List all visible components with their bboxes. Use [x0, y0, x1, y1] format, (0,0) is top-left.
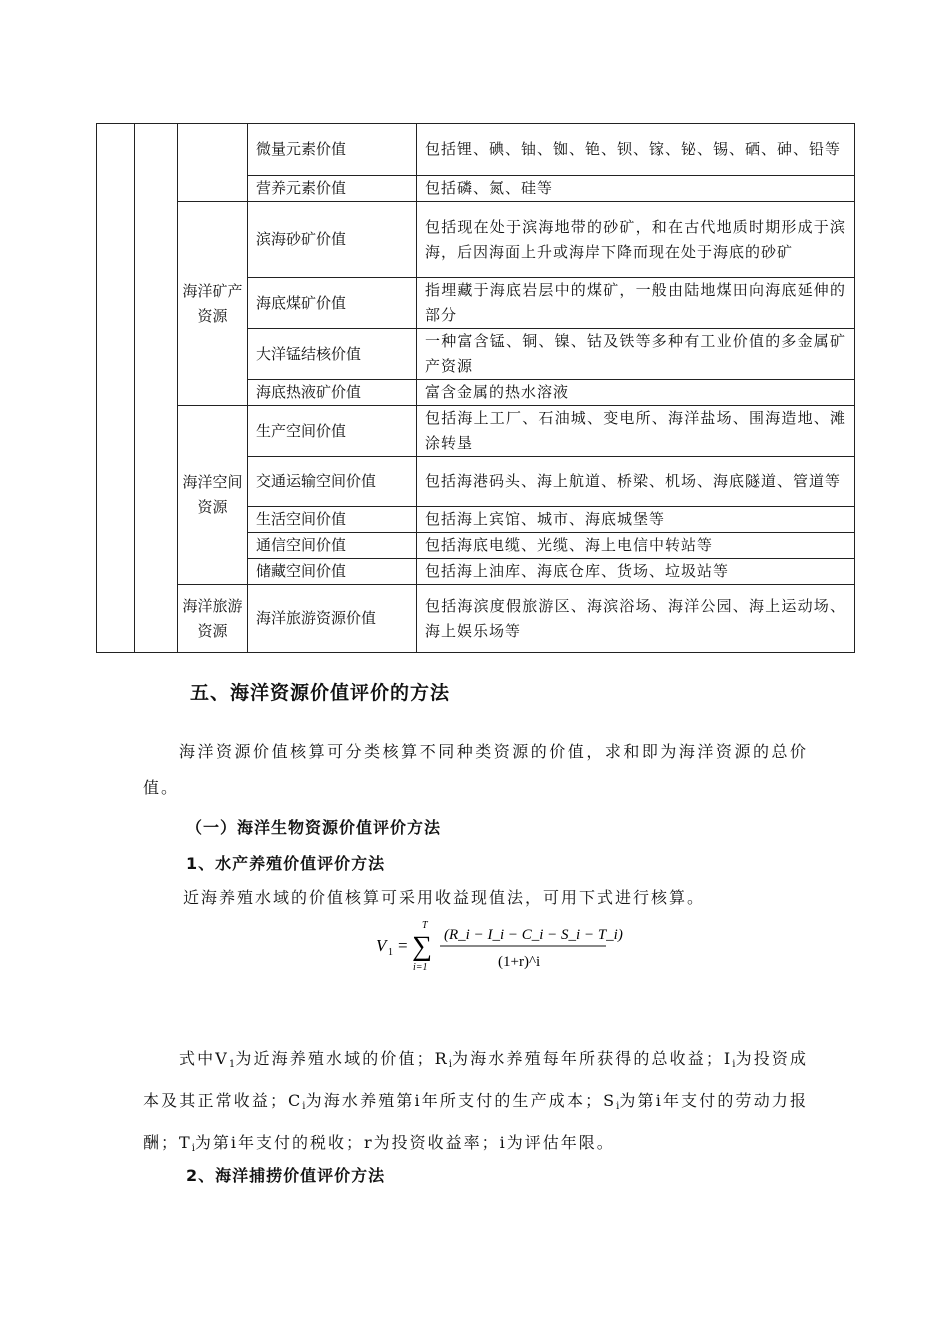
table-row — [97, 124, 855, 176]
desc-cell: 包括海港码头、海上航道、桥梁、机场、海底隧道、管道等 — [417, 457, 855, 507]
category-cell — [178, 124, 248, 202]
category-cell-tourism: 海洋旅游资源 — [178, 585, 248, 653]
item-cell: 通信空间价值 — [248, 533, 417, 559]
table-blank-col-2 — [135, 124, 178, 653]
desc-cell: 包括海上工厂、石油城、变电所、海洋盐场、围海造地、滩涂转垦 — [417, 406, 855, 457]
item-cell: 微量元素价值 — [248, 124, 417, 176]
table-row — [97, 202, 855, 278]
subsubsection-heading: 1、水产养殖价值评价方法 — [186, 854, 386, 873]
desc-cell: 包括锂、碘、铀、铷、铯、钡、镓、铋、锡、硒、砷、铅等 — [417, 124, 855, 176]
formula-equals: = — [398, 936, 408, 955]
formula-sigma: ∑ — [412, 931, 432, 962]
item-cell: 滨海砂矿价值 — [248, 202, 417, 278]
explain-subscript: i — [448, 1059, 452, 1070]
intro-paragraph: 海洋资源价值核算可分类核算不同种类资源的价值，求和即为海洋资源的总价值。 — [143, 742, 808, 797]
explain-text: 为近海养殖水域的价值；R — [235, 1049, 449, 1068]
formula-denominator: (1+r)^i — [498, 954, 541, 970]
formula-lhs: V — [376, 936, 387, 955]
item-cell: 海洋旅游资源价值 — [248, 585, 417, 653]
formula-lhs-sub: 1 — [388, 947, 393, 958]
explain-text: 为第i年支付的劳动力报酬；T — [143, 1091, 808, 1152]
item-cell: 营养元素价值 — [248, 176, 417, 202]
item-cell: 海底热液矿价值 — [248, 380, 417, 406]
item-cell: 储藏空间价值 — [248, 559, 417, 585]
subsection-heading: （一）海洋生物资源价值评价方法 — [186, 818, 442, 837]
desc-cell: 包括海底电缆、光缆、海上电信中转站等 — [417, 533, 855, 559]
explain-subscript: i — [302, 1101, 306, 1112]
desc-cell: 富含金属的热水溶液 — [417, 380, 855, 406]
explain-text: 式中V — [179, 1049, 229, 1068]
category-cell-space: 海洋空间资源 — [178, 406, 248, 585]
desc-cell: 一种富含锰、铜、镍、钴及铁等多种有工业价值的多金属矿产资源 — [417, 329, 855, 380]
explain-subscript: i — [191, 1143, 195, 1154]
present-value-formula — [374, 915, 634, 975]
item-cell: 生活空间价值 — [248, 507, 417, 533]
desc-cell: 包括海上油库、海底仓库、货场、垃圾站等 — [417, 559, 855, 585]
formula-explanation — [143, 1041, 808, 1167]
desc-cell: 包括海滨度假旅游区、海滨浴场、海洋公园、海上运动场、海上娱乐场等 — [417, 585, 855, 653]
subsubsection-heading-2: 2、海洋捕捞价值评价方法 — [186, 1166, 386, 1185]
category-cell-mineral: 海洋矿产资源 — [178, 202, 248, 406]
item-cell: 海底煤矿价值 — [248, 278, 417, 329]
formula-numerator: (R_i − I_i − C_i − S_i − T_i) — [444, 927, 623, 943]
table-row — [97, 406, 855, 457]
desc-cell: 包括海上宾馆、城市、海底城堡等 — [417, 507, 855, 533]
desc-cell: 包括磷、氮、硅等 — [417, 176, 855, 202]
table-blank-col-1 — [97, 124, 135, 653]
explain-text: 为第i年支付的税收；r为投资收益率；i为评估年限。 — [194, 1133, 615, 1152]
table-row — [97, 585, 855, 653]
explain-subscript: i — [732, 1059, 736, 1070]
resource-value-table — [96, 123, 855, 653]
explain-text: 为海水养殖每年所获得的总收益；I — [451, 1049, 733, 1068]
explain-text: 为海水养殖第i年所支付的生产成本；S — [305, 1091, 617, 1110]
formula-sum-bottom: i=1 — [413, 962, 428, 973]
method-paragraph: 近海养殖水域的价值核算可采用收益现值法，可用下式进行核算。 — [183, 888, 706, 907]
item-cell: 交通运输空间价值 — [248, 457, 417, 507]
item-cell: 大洋锰结核价值 — [248, 329, 417, 380]
explain-subscript: 1 — [228, 1059, 236, 1070]
desc-cell: 包括现在处于滨海地带的砂矿，和在古代地质时期形成于滨海，后因海面上升或海岸下降而现在处于海底的砂矿 — [417, 202, 855, 278]
section-heading: 五、海洋资源价值评价的方法 — [190, 682, 451, 704]
desc-cell: 指埋藏于海底岩层中的煤矿，一般由陆地煤田向海底延伸的部分 — [417, 278, 855, 329]
explain-text: 为投资成本及其正常收益；C — [143, 1049, 808, 1110]
explain-subscript: i — [616, 1101, 620, 1112]
formula-sum-top: T — [422, 920, 428, 931]
item-cell: 生产空间价值 — [248, 406, 417, 457]
